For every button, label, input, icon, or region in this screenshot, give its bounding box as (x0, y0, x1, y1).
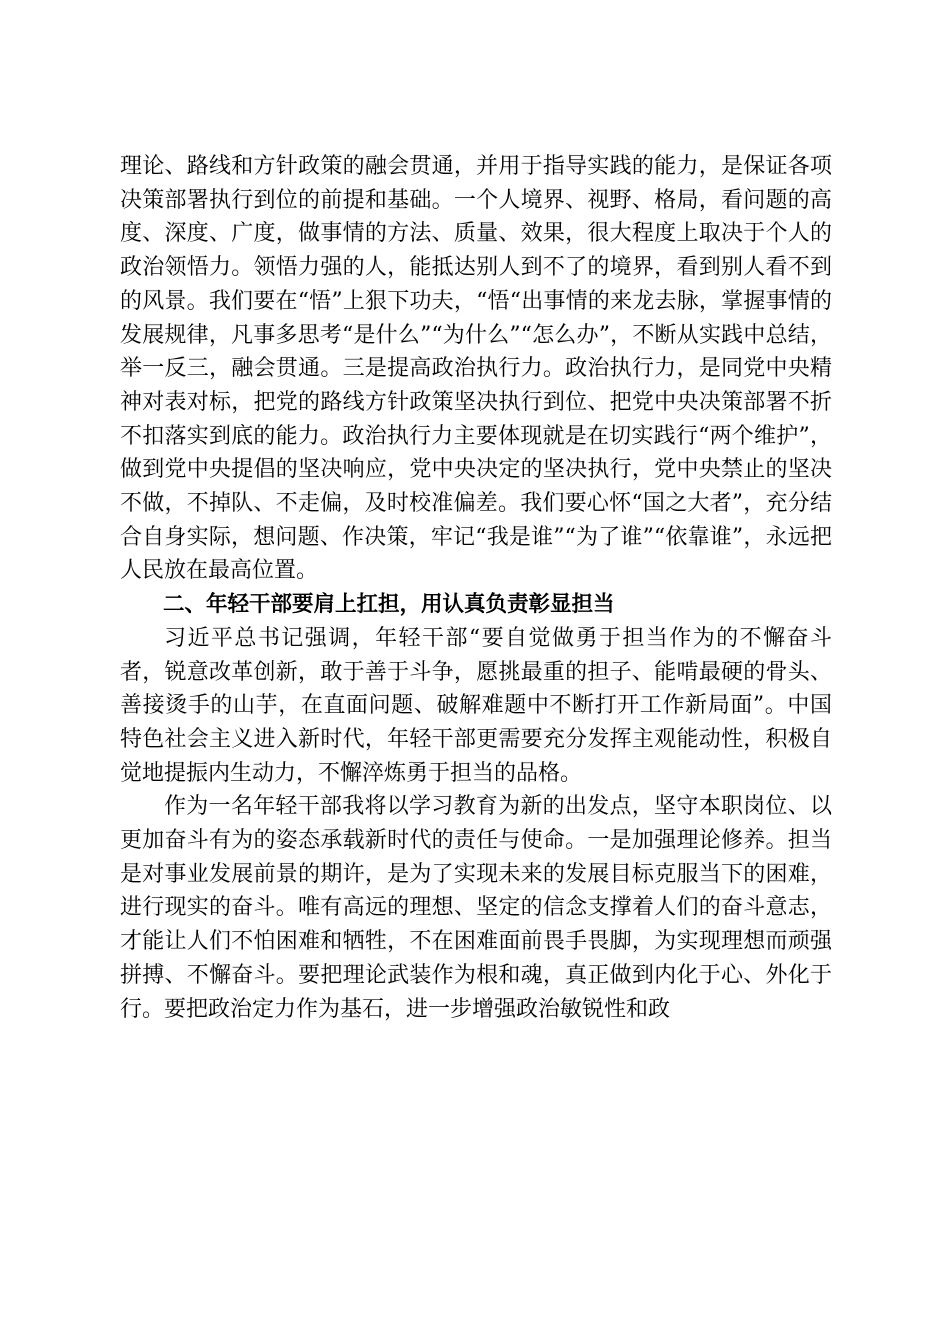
section-heading-two: 二、年轻干部要肩上扛担，用认真负责彰显担当 (163, 592, 615, 618)
document-body (120, 150, 832, 1026)
paragraph-young-cadre: 作为一名年轻干部我将以学习教育为新的出发点，坚守本职岗位、以更加奋斗有为的姿态承载新时代的责任与使命。一是加强理论修养。担当是对事业发展前景的期许，是为了实现未来的发展目标克服当下的困难，进行现实的奋斗。唯有高远的理想、坚定的信念支撑着人们的奋斗意志，才能让人们不怕困难和牺牲，不在困难面前畏手畏脚，为实现理想而顽强拼搏、不懈奋斗。要把理论武装作为根和魂，真正做到内化于心、外化于行。要把政治定力作为基石，进一步增强政治敏锐性和政 (120, 794, 832, 1022)
paragraph-xi-quote: 习近平总书记强调，年轻干部“要自觉做勇于担当作为的不懈奋斗者，锐意改革创新，敢于善于斗争，愿挑最重的担子、能啃最硬的骨头、善接烫手的山芋，在直面问题、破解难题中不断打开工作新局面”。中国特色社会主义进入新时代，年轻干部更需要充分发挥主观能动性，积极自觉地提振内生动力，不懈淬炼勇于担当的品格。 (120, 625, 832, 786)
paragraph-political-execution: 理论、路线和方针政策的融会贯通，并用于指导实践的能力，是保证各项决策部署执行到位的前提和基础。一个人境界、视野、格局，看问题的高度、深度、广度，做事情的方法、质量、效果，很大程度上取决于个人的政治领悟力。领悟力强的人，能抵达别人到不了的境界，看到别人看不到的风景。我们要在“悟”上狠下功夫，“悟“出事情的来龙去脉，掌握事情的发展规律，凡事多思考“是什么”“为什么”“怎么办”，不断从实践中总结，举一反三，融会贯通。三是提高政治执行力。政治执行力，是同党中央精神对表对标，把党的路线方针政策坚决执行到位、把党中央决策部署不折不扣落实到底的能力。政治执行力主要体现就是在切实践行“两个维护”，做到党中央提倡的坚决响应，党中央决定的坚决执行，党中央禁止的坚决不做，不掉队、不走偏，及时校准偏差。我们要心怀“国之大者”，充分结合自身实际，想问题、作决策，牢记“我是谁”“为了谁”“依靠谁”，永远把人民放在最高位置。 (120, 154, 832, 584)
